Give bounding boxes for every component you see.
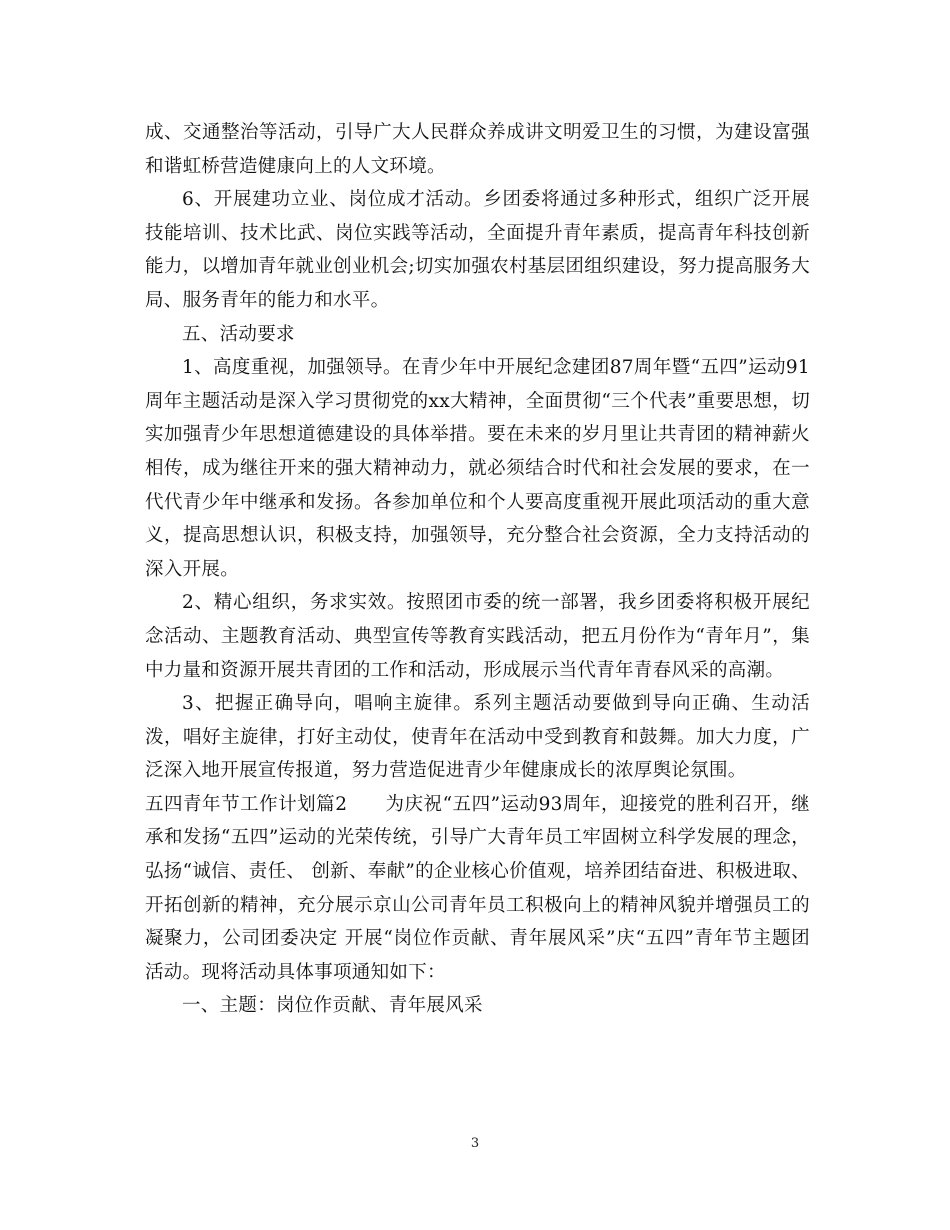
section-heading: 五、活动要求 — [182, 323, 295, 345]
paragraph: 成、交通整治等活动，引导广大人民群众养成讲文明爱卫生的习惯，为建设富强和谐虹桥营造健康向上的人文环境。 — [145, 122, 810, 177]
paragraph: 2、精心组织，务求实效。按照团市委的统一部署，我乡团委将积极开展纪念活动、主题教育活动、典型宣传等教育实践活动，把五月份作为“青年月”，集中力量和资源开展共青团的工作和活动，形成展示当代青年青春风采的高潮。 — [145, 592, 810, 681]
paragraph: 3、把握正确导向，唱响主旋律。系列主题活动要做到导向正确、生动活泼，唱好主旋律，打好主动仗，使青年在活动中受到教育和鼓舞。加大力度，广泛深入地开展宣传报道，努力营造促进青少年健康成长的浓厚舆论氛围。 — [145, 693, 810, 782]
page-number: 3 — [470, 1136, 480, 1151]
section-heading: 一、主题：岗位作贡献、青年展风采 — [182, 995, 483, 1017]
paragraph: 6、开展建功立业、岗位成才活动。乡团委将通过多种形式，组织广泛开展技能培训、技术比武、岗位实践等活动，全面提升青年素质，提高青年科技创新能力，以增加青年就业创业机会;切实加强农村基层团组织建设，努力提高服务大局、服务青年的能力和水平。 — [145, 189, 810, 311]
paragraph: 1、高度重视，加强领导。在青少年中开展纪念建团87周年暨“五四”运动91周年主题活动是深入学习贯彻党的xx大精神，全面贯彻“三个代表”重要思想，切实加强青少年思想道德建设的具体举措。要在未来的岁月里让共青团的精神薪火相传，成为继往开来的强大精神动力，就必须结合时代和社会发展的要求，在一代代青少年中继承和发扬。各参加单位和个人要高度重视开展此项活动的重大意义，提高思想认识，积极支持，加强领导，充分整合社会资源，全力支持活动的深入开展。 — [145, 357, 810, 580]
document-body — [145, 116, 810, 1023]
paragraph: 五四青年节工作计划篇2 为庆祝“五四”运动93周年，迎接党的胜利召开，继承和发扬“五四”运动的光荣传统，引导广大青年员工牢固树立科学发展的理念，弘扬“诚信、责任、 创新、奉献”的企业核心价值观，培养团结奋进、积极进取、开拓创新的精神，充分展示京山公司青年员工积极向上的精神风貌并增强员工的凝聚力，公司团委决定 开展“岗位作贡献、青年展风采”庆“五四”青年节主题团活动。现将活动具体事项通知如下： — [145, 793, 810, 983]
